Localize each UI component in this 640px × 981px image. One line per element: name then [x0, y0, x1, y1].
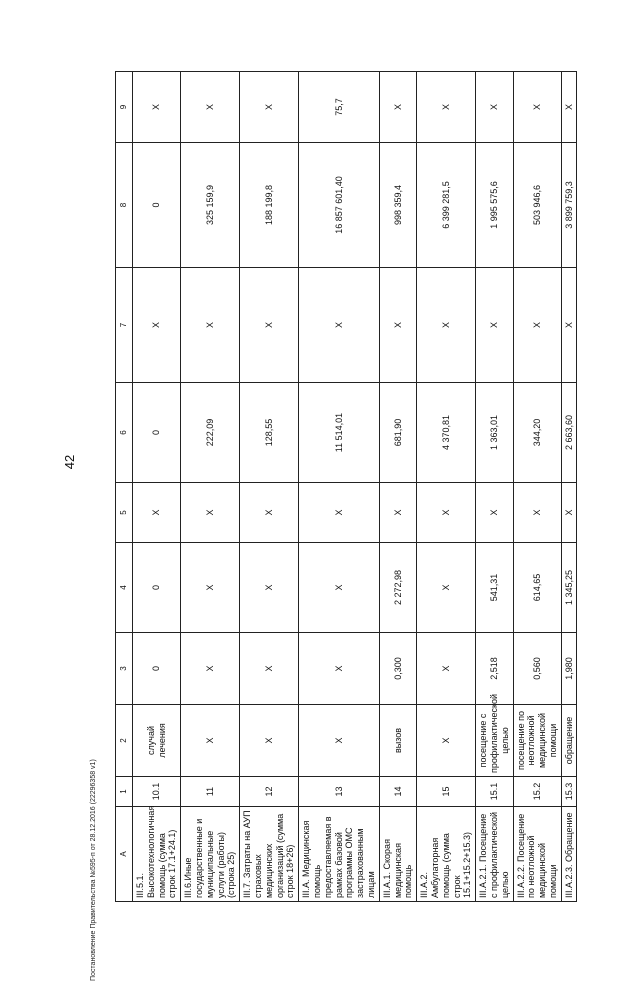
- table-cell: 15: [417, 777, 476, 807]
- table-cell: 325 159,9: [181, 143, 240, 268]
- table-cell: 222,09: [181, 383, 240, 483]
- row-label-cell: III.А.2.1. Посещение с профилактической целью: [476, 807, 513, 902]
- table-cell: Х: [417, 268, 476, 383]
- table-cell: 75,7: [299, 72, 380, 143]
- column-header: А: [116, 807, 133, 902]
- table-row: [513, 72, 561, 902]
- column-header: 7: [116, 268, 133, 383]
- table-cell: Х: [133, 483, 181, 543]
- column-header: 4: [116, 543, 133, 633]
- table-cell: Х: [476, 72, 513, 143]
- table-cell: обращение: [561, 705, 577, 777]
- table-cell: Х: [133, 72, 181, 143]
- column-header: 2: [116, 705, 133, 777]
- table-cell: вызов: [379, 705, 416, 777]
- table-cell: Х: [417, 483, 476, 543]
- table-row: [561, 72, 577, 902]
- page-number: 42: [62, 454, 77, 470]
- table-cell: 0,560: [513, 633, 561, 705]
- table-cell: Х: [379, 72, 416, 143]
- table-row: [133, 72, 181, 902]
- table-cell: Х: [299, 543, 380, 633]
- table-cell: Х: [417, 633, 476, 705]
- table-cell: Х: [561, 72, 577, 143]
- row-label-cell: III.7. Затраты на АУП страховых медицинских организаций (сумма строк 18+26): [240, 807, 299, 902]
- table-cell: 0,300: [379, 633, 416, 705]
- table-cell: 11: [181, 777, 240, 807]
- footer-reference: Постановление Правительства №595-п от 28.12.2016 (22296358 v1): [90, 759, 97, 981]
- table-cell: 0: [133, 383, 181, 483]
- data-table: [115, 71, 577, 902]
- table-cell: Х: [417, 705, 476, 777]
- table-cell: 15.3: [561, 777, 577, 807]
- table-cell: случай лечения: [133, 705, 181, 777]
- table-row: [181, 72, 240, 902]
- table-cell: Х: [379, 268, 416, 383]
- table-cell: 2 663,60: [561, 383, 577, 483]
- column-header: 3: [116, 633, 133, 705]
- table-cell: Х: [133, 268, 181, 383]
- table-cell: Х: [299, 483, 380, 543]
- row-label-cell: III.А. Медицинская помощь предоставляемая в рамках базовой программы ОМС застрахованным лицам: [299, 807, 380, 902]
- table-cell: 2,518: [476, 633, 513, 705]
- table-cell: 15.2: [513, 777, 561, 807]
- table-cell: Х: [561, 483, 577, 543]
- table-cell: 11 514,01: [299, 383, 380, 483]
- table-cell: 2 272,98: [379, 543, 416, 633]
- table-cell: Х: [299, 268, 380, 383]
- table-cell: 1 995 575,6: [476, 143, 513, 268]
- column-header: 8: [116, 143, 133, 268]
- table-row: [299, 72, 380, 902]
- table-cell: Х: [379, 483, 416, 543]
- table-cell: Х: [181, 705, 240, 777]
- row-label-cell: III.5.1. Высокотехнологичная помощь (сумма строк 17.1+24.1): [133, 807, 181, 902]
- table-cell: Х: [181, 72, 240, 143]
- data-table-container: [115, 72, 574, 902]
- table-body: [133, 72, 577, 902]
- table-row: [476, 72, 513, 902]
- table-cell: Х: [513, 483, 561, 543]
- table-cell: посещение с профилактической целью: [476, 705, 513, 777]
- header-row: [116, 72, 133, 902]
- table-cell: 128,55: [240, 383, 299, 483]
- table-cell: 614,65: [513, 543, 561, 633]
- row-label-cell: III.6.Иные государственные и муниципальные услуги (работы) (строка 25): [181, 807, 240, 902]
- table-cell: Х: [240, 705, 299, 777]
- table-cell: 0: [133, 633, 181, 705]
- column-header: 6: [116, 383, 133, 483]
- table-cell: 3 899 759,3: [561, 143, 577, 268]
- table-cell: посещение по неотложной медицинской помощи: [513, 705, 561, 777]
- table-cell: 10.1: [133, 777, 181, 807]
- table-row: [240, 72, 299, 902]
- table-cell: 14: [379, 777, 416, 807]
- table-cell: Х: [299, 633, 380, 705]
- table-cell: Х: [181, 268, 240, 383]
- table-cell: Х: [476, 483, 513, 543]
- table-cell: Х: [240, 72, 299, 143]
- table-cell: 1 345,25: [561, 543, 577, 633]
- table-cell: 188 199,8: [240, 143, 299, 268]
- table-cell: Х: [476, 268, 513, 383]
- table-cell: 998 359,4: [379, 143, 416, 268]
- table-cell: 503 946,6: [513, 143, 561, 268]
- table-cell: 6 399 281,5: [417, 143, 476, 268]
- table-cell: Х: [240, 543, 299, 633]
- table-row: [417, 72, 476, 902]
- column-header: 1: [116, 777, 133, 807]
- row-label-cell: III.А.2.2. Посещение по неотложной медицинской помощи: [513, 807, 561, 902]
- table-cell: Х: [299, 705, 380, 777]
- table-cell: 344,20: [513, 383, 561, 483]
- table-cell: Х: [240, 268, 299, 383]
- table-cell: 13: [299, 777, 380, 807]
- row-label-cell: III.А.2.3. Обращение: [561, 807, 577, 902]
- row-label-cell: III.А.2. Амбулаторная помощь (сумма строк 15.1+15.2+15.3): [417, 807, 476, 902]
- table-cell: 1,980: [561, 633, 577, 705]
- table-cell: Х: [181, 483, 240, 543]
- table-cell: 16 857 601,40: [299, 143, 380, 268]
- table-cell: Х: [513, 268, 561, 383]
- table-cell: Х: [240, 633, 299, 705]
- table-cell: Х: [181, 633, 240, 705]
- table-cell: 0: [133, 543, 181, 633]
- table-cell: 12: [240, 777, 299, 807]
- table-row: [379, 72, 416, 902]
- table-cell: Х: [561, 268, 577, 383]
- table-cell: Х: [240, 483, 299, 543]
- table-cell: Х: [417, 72, 476, 143]
- table-cell: Х: [181, 543, 240, 633]
- table-cell: 0: [133, 143, 181, 268]
- table-cell: 681,90: [379, 383, 416, 483]
- table-cell: 1 363,01: [476, 383, 513, 483]
- column-header: 5: [116, 483, 133, 543]
- column-header: 9: [116, 72, 133, 143]
- table-cell: 4 370,81: [417, 383, 476, 483]
- table-cell: Х: [417, 543, 476, 633]
- table-cell: 15.1: [476, 777, 513, 807]
- row-label-cell: III.А.1. Скорая медицинская помощь: [379, 807, 416, 902]
- table-cell: 541,31: [476, 543, 513, 633]
- table-cell: Х: [513, 72, 561, 143]
